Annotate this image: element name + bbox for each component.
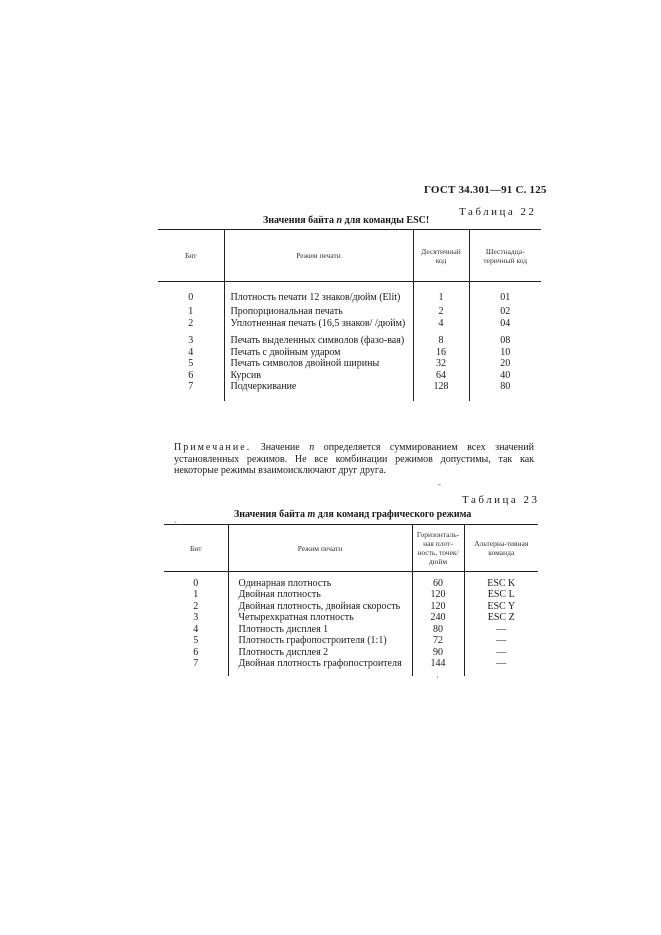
stray-mark: ·: [436, 672, 439, 682]
table-23-header-row: [164, 525, 538, 572]
col-hex: Шестнадца-теричный код: [469, 230, 541, 282]
col-alt: Альтерна-тивная команда: [464, 525, 538, 572]
table-22-label: Таблица 22: [459, 206, 537, 218]
table-row: 6 Плотность дисплея 2 90 —: [164, 647, 538, 659]
table-row: 3 Четырехкратная плотность 240 ESC Z: [164, 612, 538, 624]
col-dec: Десятичный код: [413, 230, 469, 282]
table-row: 0 Одинарная плотность 60 ESC K: [164, 578, 538, 590]
stray-mark: ´: [174, 520, 177, 530]
col-mode: Режим печати: [228, 525, 412, 572]
table-22-caption: Значения байта n для команды ESC!: [263, 215, 430, 226]
table-row: 3 Печать выделенных символов (фазо-вая) 8 08: [158, 335, 541, 347]
table-23: [164, 524, 538, 676]
col-mode: Режим печати: [224, 230, 413, 282]
table-row: 4 Печать с двойным ударом 16 10: [158, 347, 541, 359]
table-22-header-row: [158, 230, 541, 282]
table-22-note: Примечание. Значение n определяется суммированием всех значений установленных режимов. Не все комбинации режимов допустимы, так как некоторые режимы взаимоисключают друг друга.: [174, 442, 534, 476]
col-bit: Бит: [158, 230, 224, 282]
table-row: 1 Пропорциональная печать 2 02: [158, 306, 541, 318]
table-row: 1 Двойная плотность 120 ESC L: [164, 589, 538, 601]
stray-mark: -: [438, 479, 441, 489]
table-row: 0 Плотность печати 12 знаков/дюйм (Elit) 1 01: [158, 292, 541, 304]
table-row: 2 Двойная плотность, двойная скорость 120 ESC Y: [164, 601, 538, 613]
table-23-caption: Значения байта m для команд графического режима: [234, 509, 472, 520]
table-row: 6 Курсив 64 40: [158, 370, 541, 382]
table-22: [158, 229, 541, 401]
table-row: 7 Двойная плотность графопостроителя 144 —: [164, 658, 538, 670]
table-row: 7 Подчеркивание 128 80: [158, 381, 541, 393]
table-row: 5 Печать символов двойной ширины 32 20: [158, 358, 541, 370]
table-row: 4 Плотность дисплея 1 80 —: [164, 624, 538, 636]
table-row: 5 Плотность графопостроителя (1:1) 72 —: [164, 635, 538, 647]
col-bit: Бит: [164, 525, 228, 572]
table-row: 2 Уплотненная печать (16,5 знаков/ /дюйм) 4 04: [158, 318, 541, 330]
page-header: ГОСТ 34.301—91 С. 125: [424, 184, 547, 196]
col-density: Горизонталь-ная плот-ность, точек/дюйм: [412, 525, 464, 572]
table-23-label: Таблица 23: [462, 494, 540, 506]
